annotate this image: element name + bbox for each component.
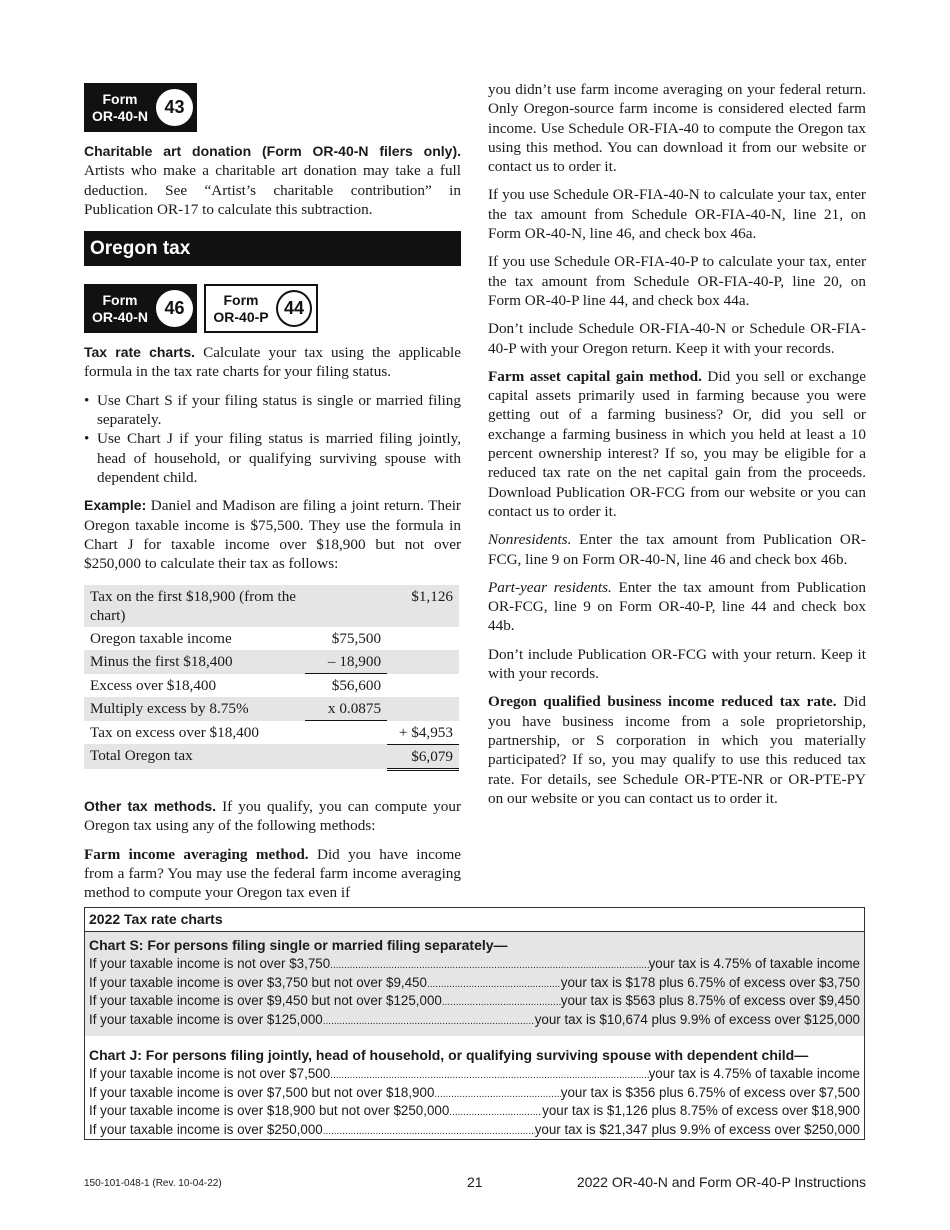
art-donation-paragraph: Charitable art donation (Form OR-40-N filers only). Artists who make a charitable art donation may take a full deduction. See “Artist’s charitable contribution” in Publication OR-17 to calculate this subtraction. (84, 143, 461, 218)
list-item: • Use Chart J if your filing status is married filing jointly, head of household, or qualifying surviving spouse with dependent child. (84, 429, 461, 487)
right-column (488, 80, 866, 817)
fia-40-n-paragraph: If you use Schedule OR-FIA-40-N to calculate your tax, enter the tax amount from Schedule OR-FIA-40-N, line 21, on Form OR-40-N, line 46, and check box 46a. (488, 186, 866, 243)
table-row: Multiply excess by 8.75% x 0.0875 (84, 697, 459, 721)
farm-averaging-paragraph: Farm income averaging method. Did you have income from a farm? You may use the federal farm income averaging method to compute your Oregon tax even if (84, 845, 461, 902)
nonresidents-paragraph: Nonresidents. Enter the tax amount from Publication OR-FCG, line 9 on Form OR-40-N, line 46 and check box 46b. (488, 531, 866, 568)
table-row: Tax on the first $18,900 (from the chart) $1,126 (84, 585, 459, 627)
page-footer (84, 1174, 866, 1194)
section-title-oregon-tax: Oregon tax (84, 231, 461, 266)
farm-averaging-heading: Farm income averaging method. (84, 845, 309, 863)
list-item: • Use Chart S if your filing status is single or married filing separately. (84, 391, 461, 430)
table-row: Minus the first $18,400 – 18,900 (84, 650, 459, 674)
chart-row: If your taxable income is over $18,900 but not over $250,000 ..... your tax is $1,126 plus 8.75% of excess over $18,900 (89, 1102, 860, 1121)
capital-gain-heading: Farm asset capital gain method. (488, 367, 702, 385)
form-badges-43 (84, 83, 461, 132)
table-row: Total Oregon tax $6,079 (84, 744, 459, 769)
chart-row: If your taxable income is not over $7,500 ..... your tax is 4.75% of taxable income (89, 1065, 860, 1084)
fia-40-p-paragraph: If you use Schedule OR-FIA-40-P to calculate your tax, enter the tax amount from Schedule OR-FIA-40-P, line 20, on Form OR-40-P line 44, and check box 44a. (488, 253, 866, 309)
example-heading: Example: (84, 497, 147, 514)
form-code: 150-101-048-1 (Rev. 10-04-22) (84, 1178, 222, 1189)
chart-s-title: Chart S: For persons filing single or married filing separately— (89, 937, 508, 953)
table-row: Tax on excess over $18,400 + $4,953 (84, 721, 459, 745)
chart-row: If your taxable income is over $3,750 but not over $9,450 ..... your tax is $178 plus 6.75% of excess over $3,750 (89, 974, 860, 993)
tax-rate-charts-title: 2022 Tax rate charts (85, 908, 864, 932)
part-year-paragraph: Part-year residents. Enter the tax amount from Publication OR-FCG, line 9 on Form OR-40-P, line 44 and check box 44b. (488, 578, 866, 635)
page-number: 21 (467, 1174, 483, 1190)
line-number-circle: 44 (276, 290, 312, 327)
chart-usage-list (84, 391, 461, 487)
qbi-paragraph: Oregon qualified business income reduced tax rate. Did you have business income from a sole proprietorship, partnership, or S corporation in which you materially participated? If so, you may qualify to use this reduced tax rate. For details, see Schedule OR-PTE-NR or OR-PTE-PY on our website or you can contact us to order it. (488, 693, 866, 807)
farm-averaging-continued: you didn’t use farm income averaging on your federal return. Only Oregon-source farm income is considered elected farm income. Use Schedule OR-FIA-40 to compute the Oregon tax using this method. You can download it from our website or contact us to order it. (488, 81, 866, 176)
qbi-heading: Oregon qualified business income reduced tax rate. (488, 693, 837, 711)
line-number-circle: 43 (156, 89, 193, 126)
chart-row: If your taxable income is not over $3,750 ..... your tax is 4.75% of taxable income (89, 955, 860, 974)
document-title: 2022 OR-40-N and Form OR-40-P Instructions (576, 1174, 866, 1190)
left-column (84, 83, 461, 911)
chart-row: If your taxable income is over $9,450 but not over $125,000 ..... your tax is $563 plus 8.75% of excess over $9,450 (89, 992, 860, 1011)
chart-row: If your taxable income is over $7,500 but not over $18,900 ..... your tax is $356 plus 6.75% of excess over $7,500 (89, 1084, 860, 1103)
chart-row: If your taxable income is over $250,000 ..... your tax is $21,347 plus 9.9% of excess over $250,000 (89, 1121, 860, 1140)
chart-s (85, 932, 864, 1036)
part-year-heading: Part-year residents. (488, 578, 612, 596)
tax-rate-charts-box (84, 907, 865, 1140)
chart-j-title: Chart J: For persons filing jointly, head of household, or qualifying surviving spouse with dependent child— (89, 1047, 809, 1063)
tax-rate-charts-paragraph: Tax rate charts. Calculate your tax using the applicable formula in the tax rate charts for your filing status. (84, 344, 461, 381)
form-badges-46-44 (84, 284, 461, 333)
table-row: Excess over $18,400 $56,600 (90, 676, 382, 695)
line-number-circle: 46 (156, 290, 193, 327)
table-row: Oregon taxable income $75,500 (90, 630, 382, 648)
fcg-dont-include-paragraph: Don’t include Publication OR-FCG with your return. Keep it with your records. (488, 645, 866, 683)
form-badge-or40p-44: Form OR-40-P 44 (204, 284, 318, 333)
example-paragraph: Example: Daniel and Madison are filing a joint return. Their Oregon taxable income is $75,500. They use the formula in Chart J for taxable income over $18,900 but not over $250,000 to calculate their tax as follows: (84, 497, 461, 573)
form-badge-or40n-43: Form OR-40-N 43 (84, 83, 197, 132)
other-methods-paragraph: Other tax methods. If you qualify, you can compute your Oregon tax using any of the following methods: (84, 797, 461, 835)
form-badge-or40n-46: Form OR-40-N 46 (84, 284, 197, 333)
tax-rate-charts-heading: Tax rate charts. (84, 344, 195, 361)
example-calculation-table (84, 585, 459, 771)
nonresidents-heading: Nonresidents. (488, 531, 572, 549)
capital-gain-paragraph: Farm asset capital gain method. Did you sell or exchange capital assets primarily used in farming because you were getting out of a farming business? Or, did you sell or exchange a farming business in which you held at least a 10 percent ownership interest? If so, you may be eligible for a reduced tax rate on the net capital gain from the proceeds. Download Publication OR-FCG from our website or you can contact us to order it. (488, 367, 866, 520)
chart-j (85, 1036, 864, 1143)
chart-row: If your taxable income is over $125,000 ..... your tax is $10,674 plus 9.9% of excess over $125,000 (89, 1011, 860, 1030)
art-donation-heading: Charitable art donation (Form OR-40-N filers only). (84, 143, 461, 159)
fia-dont-include-paragraph: Don’t include Schedule OR-FIA-40-N or Schedule OR-FIA-40-P with your Oregon return. Keep it with your records. (488, 320, 866, 357)
other-methods-heading: Other tax methods. (84, 797, 217, 814)
